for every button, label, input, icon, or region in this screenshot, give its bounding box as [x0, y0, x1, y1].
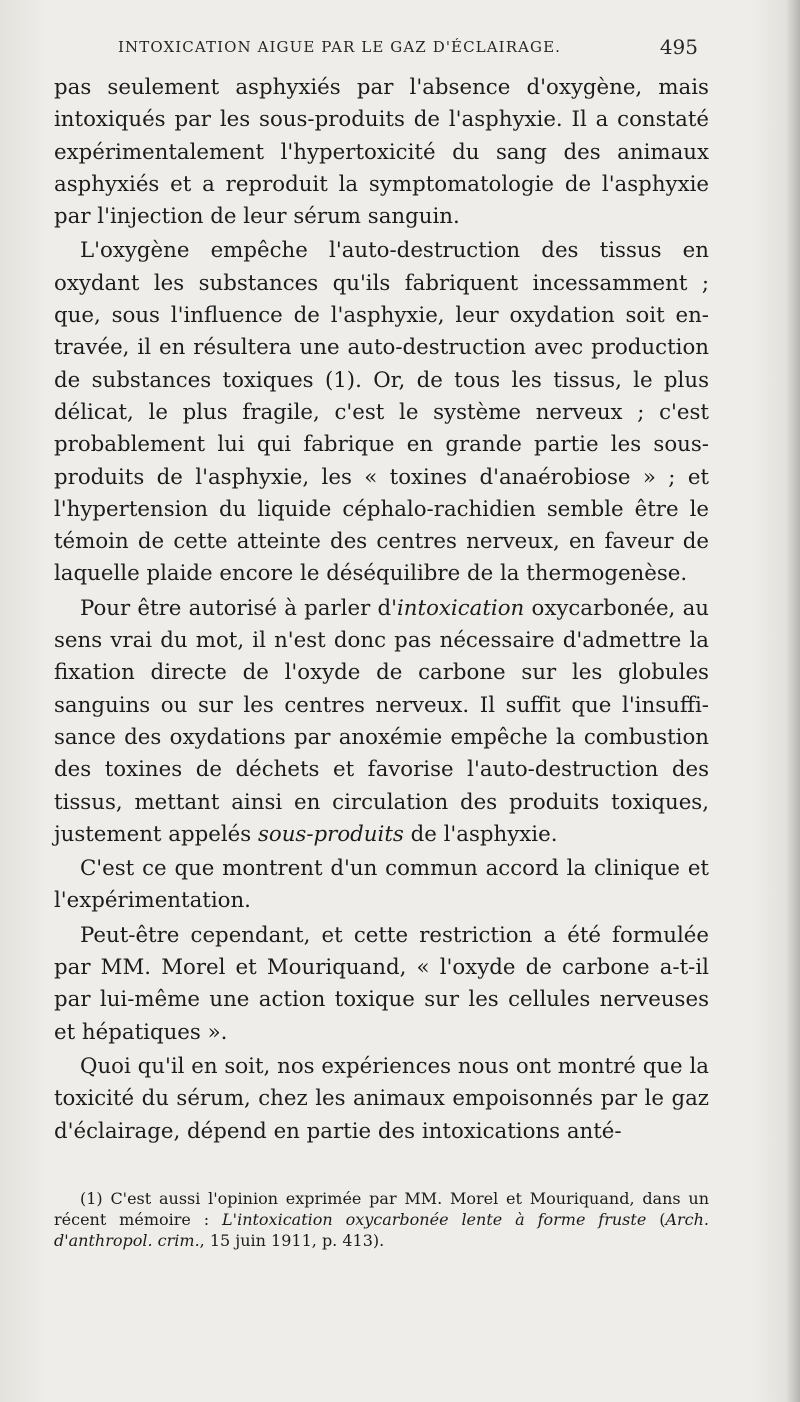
footnote-part-2: ( — [646, 1210, 666, 1229]
paragraph-1: pas seulement asphyxiés par l'absence d'oxygène, mais intoxiqués par les sous-produits de l'asphyxie. Il a constaté expérimentalement l'hypertoxicité du sang des animaux asphyxiés et a reproduit la symptomatologie de l'asphyxie par l'injection de leur sérum sanguin. — [54, 75, 709, 230]
paragraph-3-part-3: de l'asphyxie. — [403, 821, 558, 847]
running-header — [118, 35, 698, 66]
running-title: INTOXICATION AIGUE PAR LE GAZ D'ÉCLAIRAGE. — [118, 38, 562, 56]
paragraph-3 — [54, 593, 709, 851]
footnotes — [54, 1188, 709, 1251]
italic-sous-produits: sous-produits — [257, 821, 404, 847]
paragraph-5: Peut-être cependant, et cette restriction a été formulée par MM. Morel et Mouriquand, « l'oxyde de carbone a-t-il par lui-même une action toxique sur les cellules nerveuses et hépatiques ». — [54, 922, 709, 1045]
footnote-1 — [54, 1188, 709, 1251]
paragraph-3-part-2: oxycarbonée, au sens vrai du mot, il n'est donc pas nécessaire d'admettre la fixation directe de l'oxyde de carbone sur les globules sanguins ou sur les centres nerveux. Il suffit que l'insuffisance des oxydations par anoxémie empêche la combustion des toxines de déchets et favorise l'auto-destruction des tissus, mettant ainsi en circulation des produits toxiques, justement appelés — [54, 595, 709, 847]
paragraph-4: C'est ce que montrent d'un commun accord la clinique et l'expérimentation. — [54, 856, 709, 914]
footnote-journal: Arch. d'anthropol. crim. — [54, 1210, 709, 1250]
page-number: 495 — [659, 35, 698, 59]
paragraph-3-part-1: Pour être autorisé à parler d' — [80, 595, 397, 621]
footnote-part-1: (1) C'est aussi l'opinion exprimée par MM. Morel et Mouriquand, dans un récent mémoire : — [54, 1189, 709, 1229]
italic-intoxication: intoxication — [397, 595, 525, 621]
paragraph-6: Quoi qu'il en soit, nos expériences nous ont montré que la toxicité du sérum, chez les animaux empoisonnés par le gaz d'éclairage, dépend en partie des intoxications anté- — [54, 1053, 709, 1144]
body-text — [54, 72, 709, 1148]
footnote-title: L'intoxication oxycarbonée lente à forme fruste — [222, 1210, 647, 1229]
paragraph-2: L'oxygène empêche l'auto-destruction des tissus en oxydant les substances qu'ils fabriquent incessamment ; que, sous l'influence de l'asphyxie, leur oxydation soit entravée, il en résultera une auto-destruction avec production de substances toxiques (1). Or, de tous les tissus, le plus délicat, le plus fragile, c'est le système nerveux ; c'est probablement lui qui fabrique en grande partie les sous-produits de l'asphyxie, les « toxines d'anaérobiose » ; et l'hypertension du liquide céphalo-rachidien semble être le témoin de cette atteinte des centres nerveux, en faveur de laquelle plaide encore le déséquilibre de la thermogenèse. — [54, 238, 709, 587]
page-edge-shadow — [786, 0, 800, 1402]
footnote-part-3: , 15 juin 1911, p. 413). — [199, 1231, 385, 1250]
